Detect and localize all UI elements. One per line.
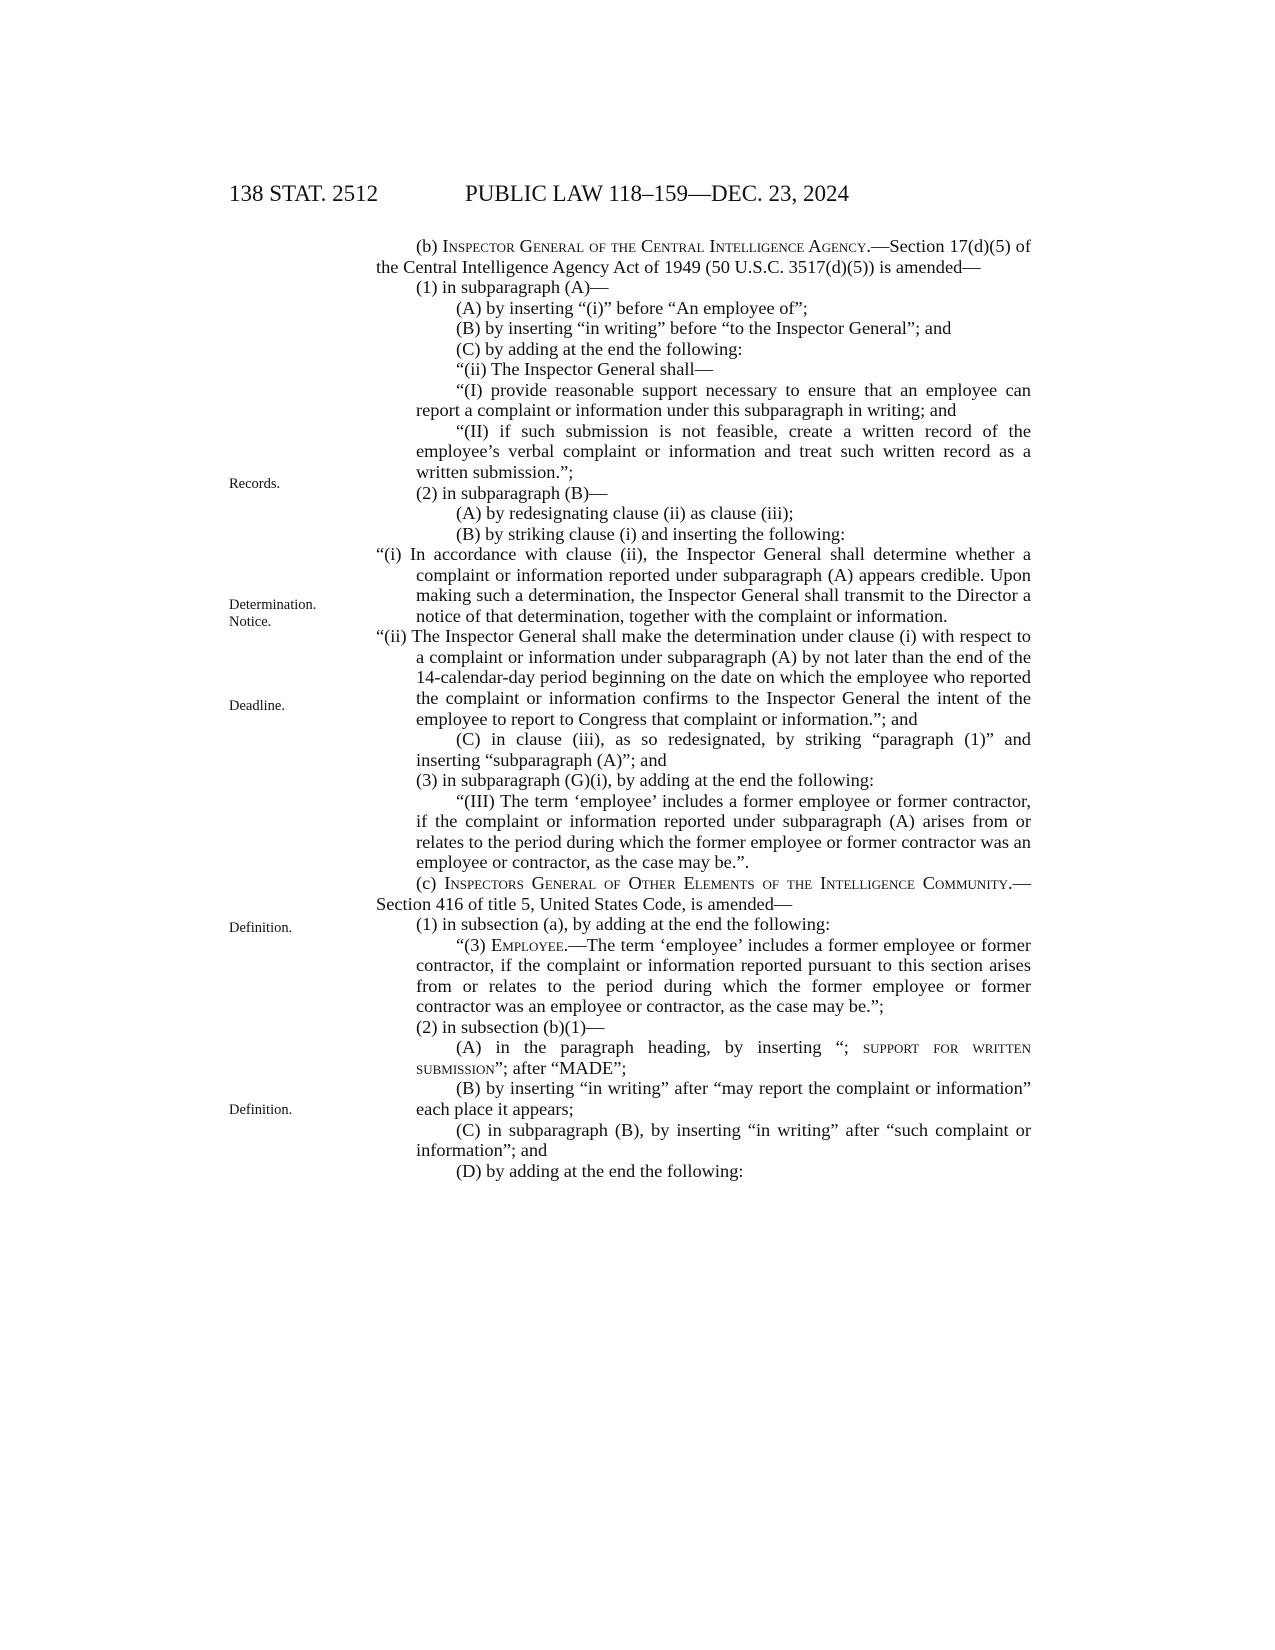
- subsection-b-heading: Inspector General of the Central Intelligence Agency: [442, 236, 867, 256]
- subparagraph-c2D: (D) by adding at the end the following:: [456, 1160, 744, 1181]
- quoted-paragraph-3-heading: Employee: [491, 934, 564, 955]
- quoted-subclause-II: “(II) if such submission is not feasible, create a written record of the employee’s verbal complaint or information and treat such written record as a written submission.”;: [416, 420, 1031, 483]
- subparagraph-c2A: (A) in the paragraph heading, by inserting “; support for written submission”; after “MADE”;: [416, 1037, 1031, 1078]
- page-number: 138 STAT. 2512: [229, 181, 379, 206]
- paragraph-c2: (2) in subsection (b)(1)—: [416, 1016, 605, 1037]
- inserted-heading-text: support for written submission: [416, 1037, 1031, 1078]
- subsection-c-heading: Inspectors General of Other Elements of the Intelligence Community: [444, 872, 1008, 893]
- paragraph-c1: (1) in subsection (a), by adding at the end the following:: [416, 914, 831, 935]
- subparagraph-b2A: (A) by redesignating clause (ii) as clause (iii);: [456, 503, 794, 524]
- subsection-b: (b) Inspector General of the Central Intelligence Agency.—Section 17(d)(5) of the Central Intelligence Agency Act of 1949 (50 U.S.C. 3517(d)(5)) is amended—: [376, 236, 1031, 277]
- margin-note-definition-1: Definition.: [229, 920, 293, 936]
- quoted-clause-ii: “(ii) The Inspector General shall—: [456, 359, 714, 380]
- quoted-subclause-III: “(III) The term ‘employee’ includes a former employee or former contractor, if the complaint or information reported under subparagraph (A) arises from or relates to the period during which the former employee or former contractor was an employee or contractor, as the case may be.”.: [416, 790, 1031, 873]
- statute-body: [376, 236, 1031, 1181]
- subparagraph-b1B: (B) by inserting “in writing” before “to the Inspector General”; and: [456, 318, 952, 339]
- subparagraph-c2B: (B) by inserting “in writing” after “may report the complaint or information” each place it appears;: [416, 1078, 1031, 1119]
- paragraph-b1: (1) in subparagraph (A)—: [416, 277, 609, 298]
- paragraph-b2: (2) in subparagraph (B)—: [416, 482, 608, 503]
- quoted-paragraph-3: “(3) Employee.—The term ‘employee’ includes a former employee or former contractor, if the complaint or information reported pursuant to this section arises from or relates to the period during which the former employee or former contractor was an employee or contractor, as the case may be.”;: [416, 934, 1031, 1017]
- page-header: [0, 181, 1275, 211]
- subsection-c: (c) Inspectors General of Other Elements of the Intelligence Community.—Section 416 of title 5, United States Code, is amended—: [376, 872, 1031, 914]
- running-title: PUBLIC LAW 118–159—DEC. 23, 2024: [465, 181, 850, 206]
- margin-note-determination: Determination.: [229, 597, 317, 613]
- paragraph-b3: (3) in subparagraph (G)(i), by adding at the end the following:: [416, 770, 875, 791]
- margin-note-definition-2: Definition.: [229, 1102, 293, 1118]
- quoted-subclause-I: “(I) provide reasonable support necessary to ensure that an employee can report a complaint or information under this subparagraph in writing; and: [416, 379, 1031, 421]
- subparagraph-b2B: (B) by striking clause (i) and inserting the following:: [456, 523, 846, 544]
- quoted-clause-ii-deadline: “(ii) The Inspector General shall make the determination under clause (i) with respect to a complaint or information under subparagraph (A) by not later than the end of the 14-calendar-day period beginning on the date on which the employee who reported the complaint or information confirms to the Inspector General the intent of the employee to report to Congress that complaint or information.”; and: [376, 626, 1031, 729]
- margin-note-deadline: Deadline.: [229, 698, 285, 714]
- margin-note-records: Records.: [229, 476, 281, 492]
- quoted-clause-i-determination: “(i) In accordance with clause (ii), the Inspector General shall determine whether a complaint or information reported under subparagraph (A) appears credible. Upon making such a determination, the Inspector General shall transmit to the Director a notice of that determination, together with the complaint or information.: [376, 544, 1031, 626]
- margin-note-notice: Notice.: [229, 614, 272, 630]
- subparagraph-b2C: (C) in clause (iii), as so redesignated, by striking “paragraph (1)” and inserting “subparagraph (A)”; and: [416, 729, 1031, 770]
- subparagraph-c2C: (C) in subparagraph (B), by inserting “in writing” after “such complaint or information”; and: [416, 1119, 1031, 1161]
- subparagraph-b1C: (C) by adding at the end the following:: [456, 338, 743, 359]
- subparagraph-b1A: (A) by inserting “(i)” before “An employee of”;: [456, 297, 808, 318]
